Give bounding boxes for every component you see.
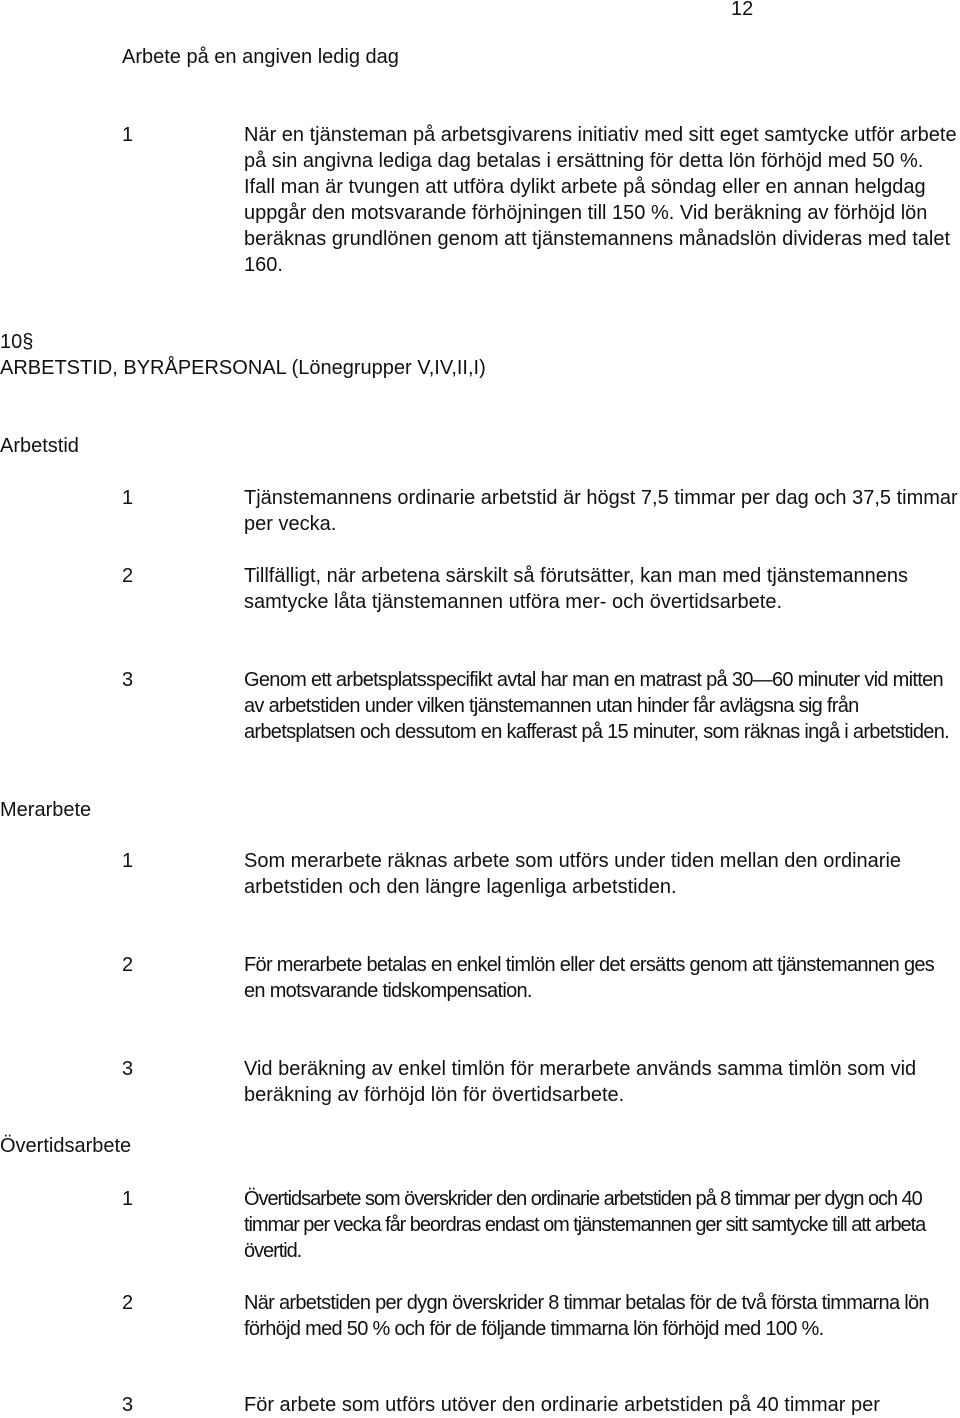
arbetstid-item-2-number: 2: [122, 565, 134, 587]
merarbete-item-1-text: Som merarbete räknas arbete som utförs under tiden mellan den ordinarie arbetstiden och den längre lagenliga arbetstiden.: [244, 850, 902, 898]
section-title-arbetstid: Arbetstid: [0, 435, 79, 457]
arbetstid-item-3-number: 3: [122, 669, 134, 691]
overtid-item-1-text: Övertidsarbete som överskrider den ordinarie arbetstiden på 8 timmar per dygn och 40 timmar per vecka får beordras endast om tjänstemannen ger sitt samtycke till att arbeta övertid.: [244, 1188, 926, 1262]
section-title-ledig-dag: Arbete på en angiven ledig dag: [122, 46, 399, 68]
chapter-number: [0, 329, 33, 355]
merarbete-item-3-text: Vid beräkning av enkel timlön för merarbete används samma timlön som vid beräkning av förhöjd lön för övertidsarbete.: [244, 1058, 917, 1106]
chapter-title: ARBETSTID, BYRÅPERSONAL (Lönegrupper V,IV,II,I): [0, 357, 486, 379]
overtid-item-1-number: 1: [122, 1188, 134, 1210]
chapter-number-value: 10: [0, 331, 23, 353]
overtid-item-2-text: När arbetstiden per dygn överskrider 8 timmar betalas för de två första timmarna lön förhöjd med 50 % och för de följande timmarna lön förhöjd med 100 %.: [244, 1292, 929, 1340]
arbetstid-item-1-number: 1: [122, 487, 134, 509]
merarbete-item-3-number: 3: [122, 1058, 134, 1080]
paragraph-sign-icon: §: [22, 331, 34, 353]
overtid-item-3-text: För arbete som utförs utöver den ordinarie arbetstiden på 40 timmar per: [244, 1394, 880, 1416]
arbetstid-item-3-text: Genom ett arbetsplatsspecifikt avtal har man en matrast på 30—60 minuter vid mitten av arbetstiden under vilken tjänstemannen utan hinder får avlägsna sig från arbetsplatsen och dessutom en kafferast på 15 minuter, som räknas ingå i arbetstiden.: [244, 669, 950, 743]
merarbete-item-2-text: För merarbete betalas en enkel timlön eller det ersätts genom att tjänstemannen ges en motsvarande tidskompensation.: [244, 954, 935, 1002]
page-number: 12: [731, 0, 754, 20]
arbetstid-item-1-text: Tjänstemannens ordinarie arbetstid är högst 7,5 timmar per dag och 37,5 timmar per vecka.: [244, 487, 958, 535]
ledig-dag-item-1-number: 1: [122, 124, 134, 146]
overtid-item-2-number: 2: [122, 1292, 134, 1314]
ledig-dag-item-1-text: När en tjänsteman på arbetsgivarens initiativ med sitt eget samtycke utför arbete på sin angivna lediga dag betalas i ersättning för detta lön förhöjd med 50 %. Ifall man är tvungen att utföra dylikt arbete på söndag eller en annan helgdag uppgår den motsvarande förhöjningen till 150 %. Vid beräkning av förhöjd lön beräknas grundlönen genom att tjänstemannens månadslön divideras med talet 160.: [244, 124, 957, 276]
merarbete-item-2-number: 2: [122, 954, 134, 976]
section-title-merarbete: Merarbete: [0, 799, 92, 821]
section-title-overtidsarbete: Övertidsarbete: [0, 1135, 132, 1157]
arbetstid-item-2-text: Tillfälligt, när arbetena särskilt så förutsätter, kan man med tjänstemannens samtycke låta tjänstemannen utföra mer- och övertidsarbete.: [244, 565, 909, 613]
overtid-item-3-number: 3: [122, 1394, 134, 1416]
merarbete-item-1-number: 1: [122, 850, 134, 872]
